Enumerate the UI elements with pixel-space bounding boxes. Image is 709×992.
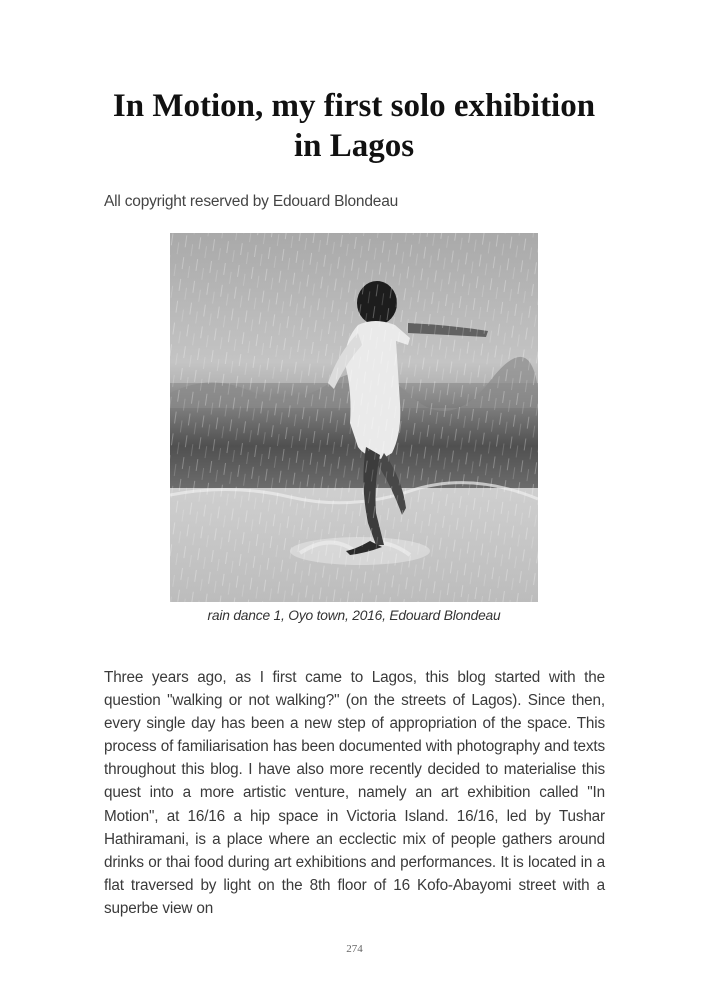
page-number: 274: [346, 943, 363, 955]
page-title: In Motion, my first solo exhibition in Lagos: [112, 88, 596, 164]
body-paragraph: Three years ago, as I first came to Lagos, this blog started with the question "walking or not walking?" (on the streets of Lagos). Since then, every single day has been a new step of appropriation of the space. This process of familiarisation has been documented with photography and texts throughout this blog. I have also more recently decided to materialise this quest into a more artistic venture, namely an art exhibition called "In Motion", at 16/16 a hip space in Victoria Island. 16/16, led by Tushar Hathiramani, is a place where an ecclectic mix of people gathers around drinks or thai food during art exhibitions and performances. It is located in a flat traversed by light on the 8th floor of 16 Kofo-Abayomi street with a superbe view on: [104, 669, 605, 917]
photo-caption: rain dance 1, Oyo town, 2016, Edouard Blondeau: [207, 608, 501, 623]
photo-rain-dance: [170, 233, 538, 602]
copyright-line: All copyright reserved by Edouard Blondeau: [104, 193, 399, 210]
